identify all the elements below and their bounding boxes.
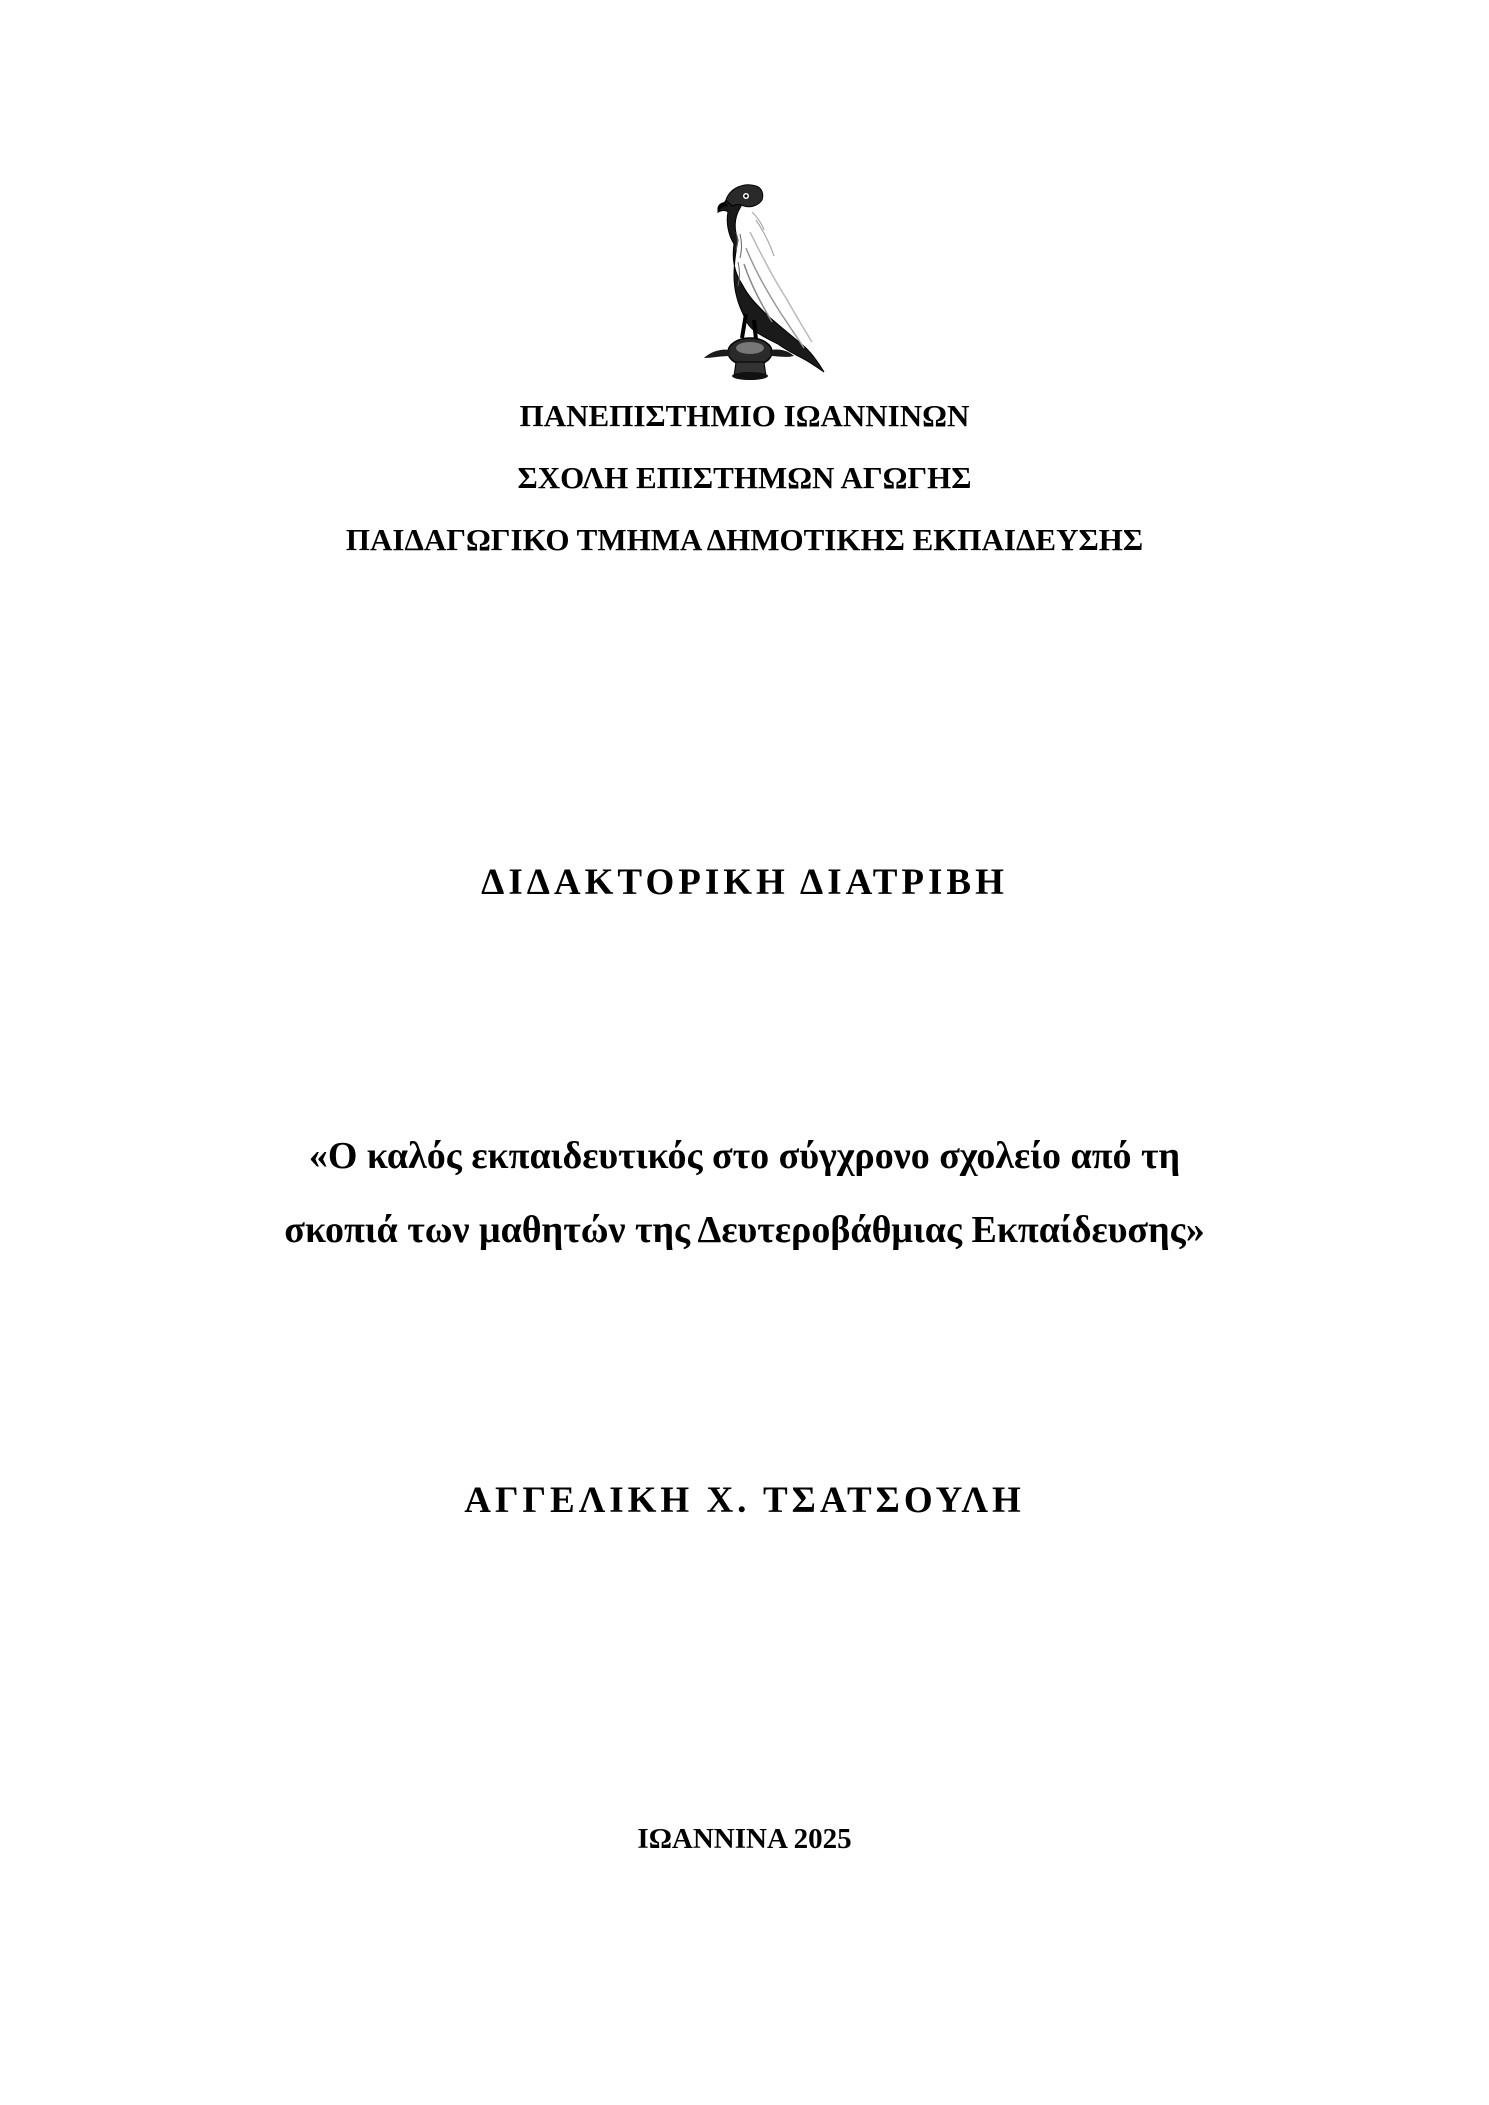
- thesis-title-line-2: σκοπιά των μαθητών της Δευτεροβάθμιας Εκπαίδευσης»: [284, 1209, 1205, 1251]
- thesis-title-line-1: «Ο καλός εκπαιδευτικός στο σύγχρονο σχολείο από τη: [308, 1135, 1181, 1177]
- school-name: ΣΧΟΛΗ ΕΠΙΣΤΗΜΩΝ ΑΓΩΓΗΣ: [517, 460, 972, 495]
- university-name: ΠΑΝΕΠΙΣΤΗΜΙΟ ΙΩΑΝΝΙΝΩΝ: [519, 398, 970, 433]
- owl-emblem-icon: [690, 172, 840, 382]
- document-type: ΔΙΔΑΚΤΟΡΙΚΗ ΔΙΑΤΡΙΒΗ: [481, 862, 1008, 903]
- place-and-year: ΙΩΑΝΝΙΝΑ 2025: [637, 1823, 852, 1855]
- department-name: ΠΑΙΔΑΓΩΓΙΚΟ ΤΜΗΜΑ ΔΗΜΟΤΙΚΗΣ ΕΚΠΑΙΔΕΥΣΗΣ: [345, 522, 1144, 557]
- author-name: ΑΓΓΕΛΙΚΗ Χ. ΤΣΑΤΣΟΥΛΗ: [464, 1480, 1025, 1521]
